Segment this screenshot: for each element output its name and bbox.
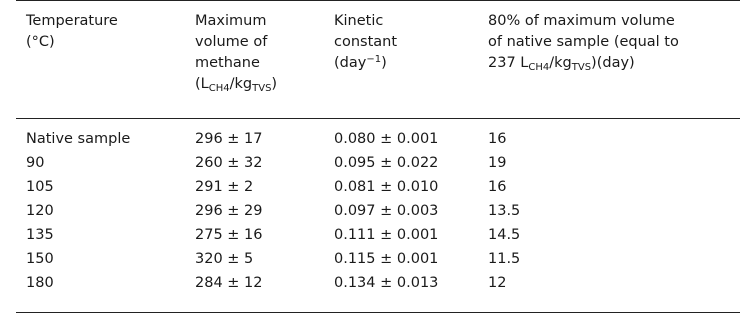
cell-temperature: 120 [26,203,54,219]
cell-temperature: 90 [26,155,45,171]
header-kinetic-line1: Kinetic [334,13,384,29]
header-max-volume [195,11,277,95]
cell-kinetic: 0.111 ± 0.001 [334,227,439,243]
cell-eighty: 19 [488,155,507,171]
cell-kinetic: 0.095 ± 0.022 [334,155,439,171]
header-eighty-line1: 80% of maximum volume [488,13,675,29]
unit-sub-tvs: TVS [252,83,272,94]
cell-eighty: 13.5 [488,203,521,219]
header-eighty [488,11,679,74]
table-row [0,151,755,175]
cell-kinetic: 0.081 ± 0.010 [334,179,439,195]
header-max-volume-line2: volume of [195,34,268,50]
table-row [0,199,755,223]
header-max-volume-unit [195,74,277,95]
cell-max-volume: 260 ± 32 [195,155,263,171]
cell-temperature: 105 [26,179,54,195]
eighty-sub-tvs: TVS [571,62,592,73]
cell-eighty: 11.5 [488,251,521,267]
unit-close: ) [271,76,278,92]
table-bottom-rule [16,312,740,313]
kinetic-unit-open: (day [334,55,367,71]
eighty-post: )(day) [591,55,635,71]
unit-open: (L [195,76,209,92]
header-kinetic [334,11,397,74]
cell-kinetic: 0.115 ± 0.001 [334,251,439,267]
cell-max-volume: 284 ± 12 [195,275,263,291]
cell-eighty: 12 [488,275,507,291]
header-kinetic-line2: constant [334,34,398,50]
kinetic-unit-sup: −1 [366,54,382,65]
kinetic-unit-close: ) [381,55,387,71]
header-eighty-line2: of native sample (equal to [488,34,679,50]
eighty-pre: 237 L [488,55,529,71]
table-top-rule [16,0,740,1]
cell-temperature: 150 [26,251,54,267]
cell-max-volume: 296 ± 17 [195,131,263,147]
cell-eighty: 14.5 [488,227,521,243]
cell-temperature: Native sample [26,131,131,147]
cell-max-volume: 275 ± 16 [195,227,263,243]
cell-max-volume: 291 ± 2 [195,179,254,195]
header-max-volume-line3: methane [195,55,260,71]
header-temperature [26,11,118,53]
header-kinetic-unit [334,53,397,74]
header-eighty-line3 [488,53,679,74]
eighty-sub-ch4: CH4 [528,62,550,73]
header-max-volume-line1: Maximum [195,13,267,29]
cell-kinetic: 0.097 ± 0.003 [334,203,439,219]
cell-temperature: 135 [26,227,54,243]
cell-temperature: 180 [26,275,54,291]
cell-kinetic: 0.080 ± 0.001 [334,131,439,147]
eighty-mid: /kg [549,55,572,71]
unit-mid: /kg [229,76,253,92]
cell-max-volume: 320 ± 5 [195,251,254,267]
cell-max-volume: 296 ± 29 [195,203,263,219]
table-row [0,223,755,247]
cell-eighty: 16 [488,131,507,147]
header-temperature-line1: Temperature [26,13,118,29]
table-row [0,247,755,271]
header-temperature-line2: (°C) [26,34,55,50]
unit-sub-ch4: CH4 [208,83,230,94]
table-mid-rule [16,118,740,119]
table-body [0,127,755,295]
cell-kinetic: 0.134 ± 0.013 [334,275,439,291]
table-row [0,271,755,295]
table-row [0,175,755,199]
cell-eighty: 16 [488,179,507,195]
table-row [0,127,755,151]
